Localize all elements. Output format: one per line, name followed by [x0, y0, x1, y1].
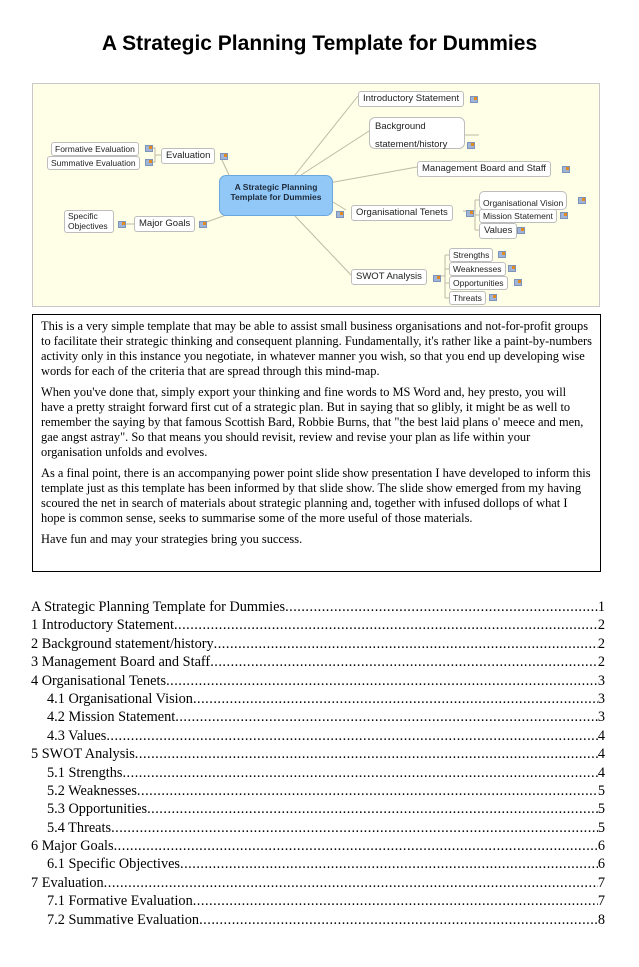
note-icon[interactable]: [336, 211, 344, 218]
toc-leader: [147, 800, 598, 818]
intro-paragraph: Have fun and may your strategies bring you success.: [41, 532, 303, 546]
toc-entry[interactable]: A Strategic Planning Template for Dummies ..... 1: [31, 598, 605, 616]
toc-leader: [135, 745, 598, 763]
intro-paragraph: When you've done that, simply export your thinking and fine words to MS Word and, hey presto, you will have a pretty straight forward first cut of a strategic plan. But in saying that so glibly, it might be as well to remember the saying by that famous Scottish Bard, Robbie Burns, that "the best laid plans o' meece and men, gae angst astray". So that means you should revisit, review and revise your plan as life within your organisation unfolds and evolves.: [41, 385, 584, 459]
note-icon[interactable]: [578, 197, 586, 204]
toc-leader: [111, 819, 598, 837]
node-management-board[interactable]: Management Board and Staff: [417, 161, 551, 177]
toc-entry[interactable]: 5.1 Strengths ..... 4: [31, 764, 605, 782]
toc-leader: [122, 764, 597, 782]
note-icon[interactable]: [470, 96, 478, 103]
toc-leader: [106, 727, 598, 745]
node-strengths[interactable]: Strengths: [449, 248, 493, 262]
node-values[interactable]: Values: [479, 223, 517, 239]
node-organisational-vision[interactable]: Organisational Vision: [479, 191, 567, 210]
note-icon[interactable]: [433, 275, 441, 282]
toc-leader: [199, 911, 598, 929]
node-organisational-tenets[interactable]: Organisational Tenets: [351, 205, 453, 221]
toc-entry[interactable]: 4 Organisational Tenets ..... 3: [31, 672, 605, 690]
note-icon[interactable]: [517, 227, 525, 234]
node-opportunities[interactable]: Opportunities: [449, 276, 508, 290]
node-weaknesses[interactable]: Weaknesses: [449, 262, 506, 276]
note-icon[interactable]: [220, 153, 228, 160]
note-icon[interactable]: [562, 166, 570, 173]
toc-entry[interactable]: 4.2 Mission Statement ..... 3: [31, 708, 605, 726]
central-node[interactable]: A Strategic Planning Template for Dummies: [219, 175, 333, 216]
note-icon[interactable]: [145, 159, 153, 166]
toc-entry[interactable]: 5.4 Threats ..... 5: [31, 819, 605, 837]
node-formative-evaluation[interactable]: Formative Evaluation: [51, 142, 139, 156]
toc-leader: [193, 892, 598, 910]
note-icon[interactable]: [145, 145, 153, 152]
toc-entry[interactable]: 4.1 Organisational Vision ..... 3: [31, 690, 605, 708]
toc-leader: [210, 653, 598, 671]
intro-paragraph: This is a very simple template that may be able to assist small business organisations and not-for-profit groups to facilitate their strategic thinking and consequent planning. Fundamentally, it's rather like a paint-by-numbers activity only in this instance you negotiate, in whatever manner you wish, so that you end up developing wise words for each of the criteria that are spread through this mind-map.: [41, 319, 592, 378]
note-icon[interactable]: [508, 265, 516, 272]
note-icon[interactable]: [514, 279, 522, 286]
toc-entry[interactable]: 5.3 Opportunities ..... 5: [31, 800, 605, 818]
toc-leader: [114, 837, 598, 855]
toc-entry[interactable]: 3 Management Board and Staff ..... 2: [31, 653, 605, 671]
toc-leader: [180, 855, 598, 873]
node-swot-analysis[interactable]: SWOT Analysis: [351, 269, 427, 285]
toc-leader: [285, 598, 598, 616]
page-title: A Strategic Planning Template for Dummies: [101, 32, 538, 55]
intro-paragraph: As a final point, there is an accompanying power point slide show presentation I have developed to inform this template just as this template has been informed by that slide show. The slide show emerged from my having scoured the net in search of materials about strategic planning and, together with infused dollops of what I hope is common sense, seeks to summarise some of the more useful of those materials.: [41, 466, 591, 525]
note-icon[interactable]: [489, 294, 497, 301]
node-evaluation[interactable]: Evaluation: [161, 148, 215, 164]
toc-leader: [193, 690, 598, 708]
toc-leader: [174, 616, 598, 634]
toc-entry[interactable]: 7.2 Summative Evaluation ..... 8: [31, 911, 605, 929]
toc-entry[interactable]: 6 Major Goals ..... 6: [31, 837, 605, 855]
toc-entry[interactable]: 1 Introductory Statement ..... 2: [31, 616, 605, 634]
mind-map: [32, 83, 600, 307]
node-threats[interactable]: Threats: [449, 291, 486, 305]
node-background-statement[interactable]: Background statement/history: [369, 117, 465, 149]
toc-leader: [166, 672, 598, 690]
note-icon[interactable]: [118, 221, 126, 228]
node-mission-statement[interactable]: Mission Statement: [479, 209, 557, 223]
node-summative-evaluation[interactable]: Summative Evaluation: [47, 156, 140, 170]
node-specific-objectives[interactable]: Specific Objectives: [64, 210, 114, 233]
toc-entry[interactable]: 7 Evaluation ..... 7: [31, 874, 605, 892]
intro-text-box: [32, 314, 601, 572]
toc-leader: [137, 782, 598, 800]
toc-entry[interactable]: 4.3 Values ..... 4: [31, 727, 605, 745]
note-icon[interactable]: [466, 210, 474, 217]
toc-entry[interactable]: 5 SWOT Analysis ..... 4: [31, 745, 605, 763]
toc-leader: [214, 635, 598, 653]
toc-entry[interactable]: 5.2 Weaknesses ..... 5: [31, 782, 605, 800]
toc-entry[interactable]: 2 Background statement/history ..... 2: [31, 635, 605, 653]
toc-entry[interactable]: 7.1 Formative Evaluation ..... 7: [31, 892, 605, 910]
toc-leader: [175, 708, 598, 726]
note-icon[interactable]: [560, 212, 568, 219]
toc-entry[interactable]: 6.1 Specific Objectives ..... 6: [31, 855, 605, 873]
table-of-contents: [31, 598, 605, 929]
toc-leader: [104, 874, 598, 892]
note-icon[interactable]: [199, 221, 207, 228]
node-major-goals[interactable]: Major Goals: [134, 216, 195, 232]
note-icon[interactable]: [467, 142, 475, 149]
node-introductory-statement[interactable]: Introductory Statement: [358, 91, 464, 107]
note-icon[interactable]: [498, 251, 506, 258]
